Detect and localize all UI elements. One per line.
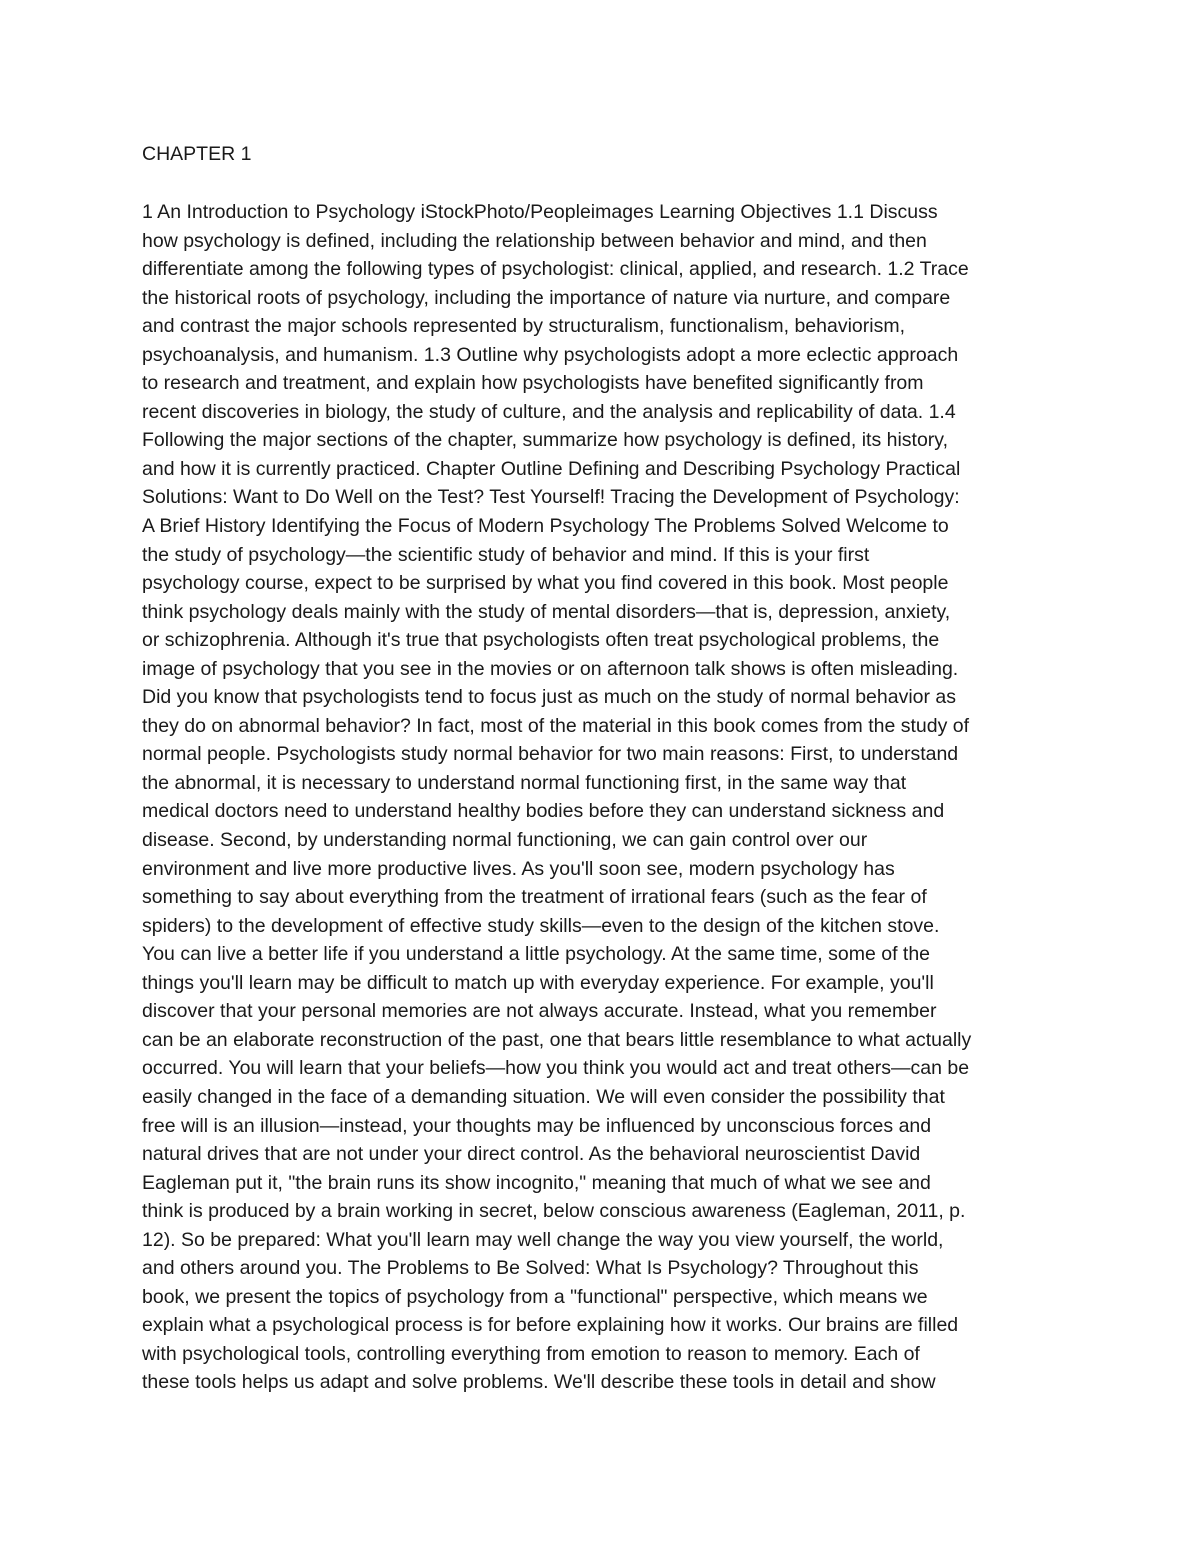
text-line: explain what a psychological process is for before explaining how it works. Our brains are filled [142, 1314, 959, 1337]
text-line: differentiate among the following types of psychologist: clinical, applied, and research. 1.2 Trace [142, 258, 969, 281]
text-line: with psychological tools, controlling everything from emotion to reason to memory. Each of [142, 1342, 920, 1365]
chapter-heading: CHAPTER 1 [142, 143, 252, 165]
text-line: psychology course, expect to be surprised by what you find covered in this book. Most people [142, 572, 949, 595]
text-line: spiders) to the development of effective study skills—even to the design of the kitchen stove. [142, 914, 940, 937]
text-line: Eagleman put it, "the brain runs its show incognito," meaning that much of what we see and [142, 1171, 931, 1194]
text-line: think is produced by a brain working in secret, below conscious awareness (Eagleman, 2011, p. [142, 1200, 966, 1223]
text-line: how psychology is defined, including the relationship between behavior and mind, and then [142, 229, 927, 252]
text-line: or schizophrenia. Although it's true that psychologists often treat psychological problems, the [142, 629, 940, 652]
text-line: environment and live more productive lives. As you'll soon see, modern psychology has [142, 857, 895, 880]
text-line: the abnormal, it is necessary to understand normal functioning first, in the same way that [142, 771, 907, 794]
text-line: these tools helps us adapt and solve problems. We'll describe these tools in detail and show [142, 1371, 936, 1394]
body-text [142, 198, 1072, 1397]
text-line: A Brief History Identifying the Focus of Modern Psychology The Problems Solved Welcome to [142, 515, 949, 538]
text-line: the study of psychology—the scientific study of behavior and mind. If this is your first [142, 543, 870, 566]
text-line: 12). So be prepared: What you'll learn may well change the way you view yourself, the world, [142, 1228, 944, 1251]
text-line: the historical roots of psychology, including the importance of nature via nurture, and compare [142, 286, 951, 309]
text-line: something to say about everything from the treatment of irrational fears (such as the fear of [142, 886, 927, 909]
text-line: Following the major sections of the chapter, summarize how psychology is defined, its history, [142, 429, 949, 452]
text-line: disease. Second, by understanding normal functioning, we can gain control over our [142, 829, 868, 852]
text-line: discover that your personal memories are not always accurate. Instead, what you remember [142, 1000, 937, 1023]
text-line: they do on abnormal behavior? In fact, most of the material in this book comes from the study of [142, 714, 970, 737]
text-line: medical doctors need to understand healthy bodies before they can understand sickness and [142, 800, 945, 823]
text-line: natural drives that are not under your direct control. As the behavioral neuroscientist David [142, 1143, 921, 1166]
text-line: normal people. Psychologists study normal behavior for two main reasons: First, to understand [142, 743, 959, 766]
text-line: image of psychology that you see in the movies or on afternoon talk shows is often misleading. [142, 657, 959, 680]
text-line: Solutions: Want to Do Well on the Test? Test Yourself! Tracing the Development of Psychology: [142, 486, 960, 509]
text-line: think psychology deals mainly with the study of mental disorders—that is, depression, anxiety, [142, 600, 951, 623]
text-line: occurred. You will learn that your beliefs—how you think you would act and treat others—can be [142, 1057, 970, 1080]
text-line: book, we present the topics of psychology from a "functional" perspective, which means we [142, 1285, 928, 1308]
text-line: 1 An Introduction to Psychology iStockPhoto/Peopleimages Learning Objectives 1.1 Discuss [142, 201, 938, 223]
text-line: recent discoveries in biology, the study of culture, and the analysis and replicability of data. 1.4 [142, 400, 956, 423]
text-line: and others around you. The Problems to Be Solved: What Is Psychology? Throughout this [142, 1257, 919, 1280]
text-line: and how it is currently practiced. Chapter Outline Defining and Describing Psychology Practical [142, 457, 961, 480]
text-line: to research and treatment, and explain how psychologists have benefited significantly from [142, 372, 924, 395]
text-line: easily changed in the face of a demanding situation. We will even consider the possibility that [142, 1085, 945, 1108]
text-line: Did you know that psychologists tend to focus just as much on the study of normal behavior as [142, 686, 957, 709]
text-line: psychoanalysis, and humanism. 1.3 Outline why psychologists adopt a more eclectic approach [142, 343, 959, 366]
text-line: can be an elaborate reconstruction of the past, one that bears little resemblance to what actually [142, 1028, 972, 1051]
text-line: things you'll learn may be difficult to match up with everyday experience. For example, you'll [142, 971, 934, 994]
text-line: You can live a better life if you understand a little psychology. At the same time, some of the [142, 943, 931, 966]
text-line: free will is an illusion—instead, your thoughts may be influenced by unconscious forces and [142, 1114, 932, 1137]
text-line: and contrast the major schools represented by structuralism, functionalism, behaviorism, [142, 315, 906, 338]
